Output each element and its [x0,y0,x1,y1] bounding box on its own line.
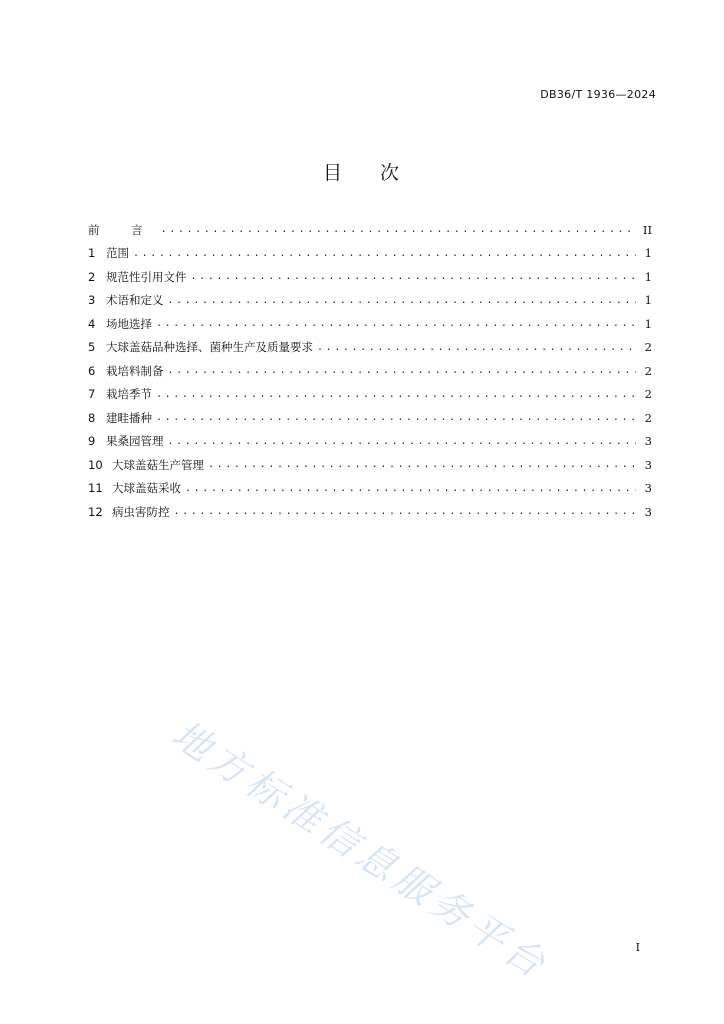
toc-leader-dots [208,459,636,470]
toc-entry-number: 11 [88,481,103,496]
toc-leader-dots [156,318,636,329]
toc-entry-page: 3 [644,481,652,496]
toc-entry-9[interactable] [88,430,652,454]
toc-entry-page: 2 [644,340,652,355]
toc-entry-number: 2 [88,269,96,284]
toc-entry-label: 建畦播种 [106,410,152,425]
toc-entry-number: 9 [88,434,96,449]
toc-entry-page: II [642,222,652,237]
toc-entry-page: 3 [644,457,652,472]
toc-list [88,218,652,524]
toc-leader-dots [133,248,636,259]
toc-entry-number: 3 [88,293,96,308]
toc-entry-page: 1 [644,293,652,308]
toc-leader-dots [168,295,637,306]
toc-entry-7[interactable] [88,383,652,407]
toc-entry-label: 大球盖菇生产管理 [112,457,204,472]
toc-title-char-1: 目 [322,162,344,184]
toc-leader-dots [174,506,637,517]
toc-entry-number: 5 [88,340,96,355]
toc-entry-4[interactable] [88,312,652,336]
toc-leader-dots [168,365,637,376]
toc-entry-label: 大球盖菇采收 [112,481,181,496]
toc-entry-number: 1 [88,246,96,261]
toc-entry-number: 6 [88,363,96,378]
toc-leader-dots [317,342,636,353]
toc-leader-dots [185,483,636,494]
toc-entry-10[interactable] [88,453,652,477]
toc-entry-label: 术语和定义 [106,293,164,308]
toc-entry-2[interactable] [88,265,652,289]
toc-entry-page: 1 [644,246,652,261]
toc-entry-5[interactable] [88,336,652,360]
toc-entry-8[interactable] [88,406,652,430]
watermark-text: 地方标准信息服务平台 [164,711,558,989]
standard-code: DB36/T 1936—2024 [540,88,656,101]
page-number: I [635,941,640,954]
toc-leader-dots [191,271,637,282]
toc-entry-label: 栽培季节 [106,387,152,402]
toc-leader-dots [168,436,637,447]
toc-entry-number: 12 [88,504,103,519]
toc-leader-dots [156,412,636,423]
toc-entry-page: 3 [644,434,652,449]
toc-entry-label: 前 言 [88,222,157,237]
toc-entry-1[interactable] [88,242,652,266]
toc-entry-page: 3 [644,504,652,519]
toc-entry-page: 1 [644,269,652,284]
toc-leader-dots [161,224,636,235]
toc-leader-dots [156,389,636,400]
toc-entry-foreword[interactable] [88,218,652,242]
toc-entry-label: 病虫害防控 [112,504,170,519]
toc-entry-page: 2 [644,387,652,402]
toc-entry-12[interactable] [88,500,652,524]
toc-entry-label: 范围 [106,246,129,261]
toc-entry-number: 7 [88,387,96,402]
toc-entry-label: 场地选择 [106,316,152,331]
toc-entry-6[interactable] [88,359,652,383]
toc-entry-11[interactable] [88,477,652,501]
toc-entry-page: 2 [644,363,652,378]
toc-title [0,158,724,185]
toc-entry-number: 10 [88,457,103,472]
toc-entry-label: 果桑园管理 [106,434,164,449]
toc-entry-label: 大球盖菇品种选择、菌种生产及质量要求 [106,340,313,355]
toc-entry-number: 4 [88,316,96,331]
toc-entry-3[interactable] [88,289,652,313]
toc-entry-label: 栽培料制备 [106,363,164,378]
toc-title-char-2: 次 [380,162,402,184]
toc-entry-label: 规范性引用文件 [106,269,187,284]
toc-entry-page: 1 [644,316,652,331]
toc-entry-page: 2 [644,410,652,425]
toc-entry-number: 8 [88,410,96,425]
